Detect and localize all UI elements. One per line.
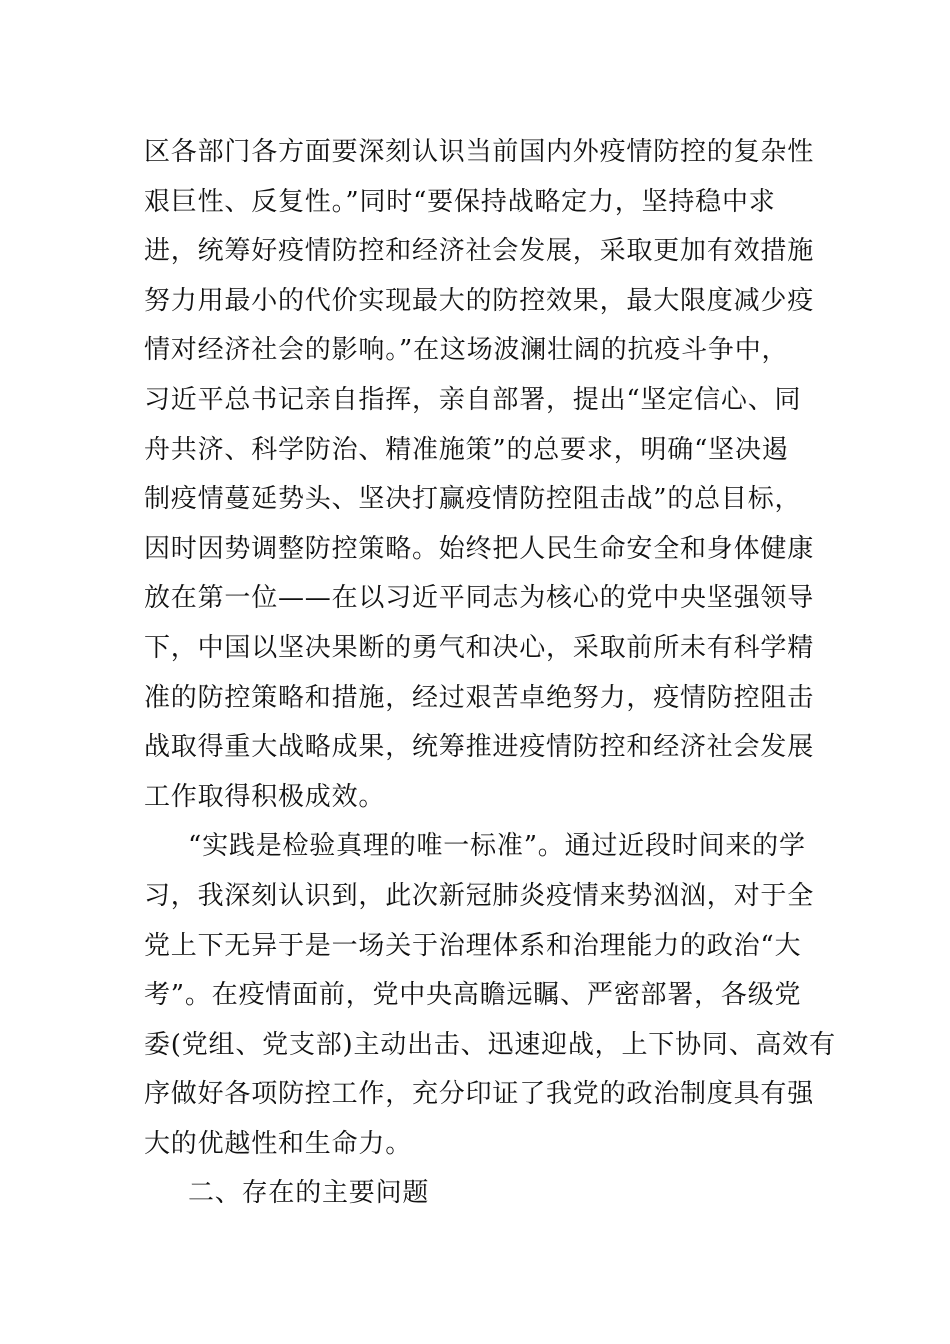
paragraph-line: 大的优越性和生命力。 (144, 1128, 413, 1159)
paragraph-line: 习，我深刻认识到，此次新冠肺炎疫情来势汹汹，对于全 (144, 880, 815, 911)
paragraph-line-indented: “实践是检验真理的唯一标准”。通过近段时间来的学 (188, 831, 806, 862)
paragraph-line: 党上下无异于是一场关于治理体系和治理能力的政治“大 (144, 930, 802, 961)
paragraph-line: 进，统筹好疫情防控和经济社会发展，采取更加有效措施 (144, 236, 815, 267)
paragraph-line: 放在第一位——在以习近平同志为核心的党中央坚强领导 (144, 583, 815, 614)
section-heading-block (144, 1169, 824, 1219)
paragraph-line: 序做好各项防控工作，充分印证了我党的政治制度具有强 (144, 1079, 815, 1110)
section-heading: 二、存在的主要问题 (188, 1178, 430, 1209)
paragraph-line: 考”。在疫情面前，党中央高瞻远瞩、严密部署，各级党 (144, 980, 802, 1011)
paragraph-line: 艰巨性、反复性。”同时“要保持战略定力，坚持稳中求 (144, 186, 776, 217)
paragraph-line: 习近平总书记亲自指挥，亲自部署，提出“坚定信心、同 (144, 384, 802, 415)
paragraph-line: 工作取得积极成效。 (144, 781, 386, 812)
paragraph-line: 下，中国以坚决果断的勇气和决心，采取前所未有科学精 (144, 632, 815, 663)
paragraph-1 (144, 128, 824, 822)
paragraph-line: 区各部门各方面要深刻认识当前国内外疫情防控的复杂性 (144, 137, 815, 167)
paragraph-line: 努力用最小的代价实现最大的防控效果，最大限度减少疫 (144, 285, 815, 316)
paragraph-line: 制疫情蔓延势头、坚决打赢疫情防控阻击战”的总目标， (144, 484, 802, 515)
document-body (144, 128, 836, 1219)
paragraph-line: 因时因势调整防控策略。始终把人民生命安全和身体健康 (144, 533, 815, 564)
paragraph-line: 情对经济社会的影响。”在这场波澜壮阔的抗疫斗争中， (144, 335, 789, 366)
paragraph-line: 准的防控策略和措施，经过艰苦卓绝努力，疫情防控阻击 (144, 682, 815, 713)
paragraph-line: 舟共济、科学防治、精准施策”的总要求，明确“坚决遏 (144, 434, 789, 465)
paragraph-line: 战取得重大战略成果，统筹推进疫情防控和经济社会发展 (144, 732, 815, 763)
paragraph-2 (144, 822, 836, 1169)
paragraph-line: 委(党组、党支部)主动出击、迅速迎战，上下协同、高效有 (144, 1029, 836, 1060)
